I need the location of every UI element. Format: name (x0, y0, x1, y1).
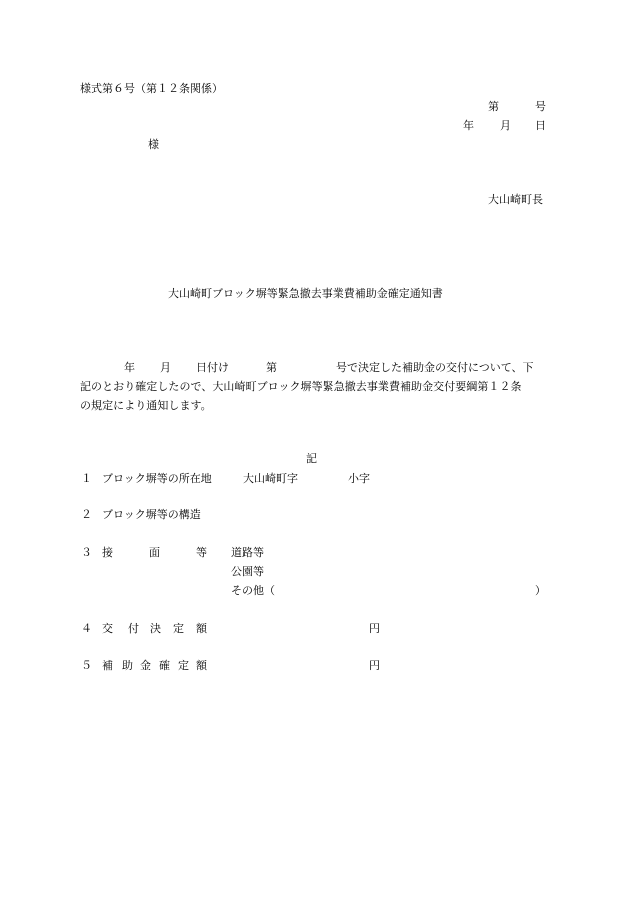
body-line1-rest: 号で決定した補助金の交付について、下 (336, 361, 534, 374)
item4-unit: 円 (369, 622, 380, 635)
item5-label-char: 定 (178, 659, 189, 672)
item4-label-char: 決 (150, 622, 161, 635)
item3-label-char: 接 (102, 546, 113, 559)
item2-label: ブロック塀等の構造 (102, 508, 201, 521)
item5-label-char: 助 (122, 659, 133, 672)
item3-option-road: 道路等 (231, 546, 264, 559)
item4-label-char: 額 (196, 622, 207, 635)
item4-label-char: 付 (128, 622, 139, 635)
item3-number: ３ (81, 546, 92, 559)
item3-label-char: 等 (196, 546, 207, 559)
date-month: 月 (500, 119, 511, 132)
item2-number: ２ (81, 508, 92, 521)
item4-label-char: 定 (173, 622, 184, 635)
item3-option-other: その他（ (231, 584, 275, 597)
item3-other-close: ） (535, 584, 546, 597)
form-label: 様式第６号（第１２条関係） (80, 82, 223, 95)
item5-number: ５ (81, 659, 92, 672)
item4-number: ４ (81, 622, 92, 635)
item1-koaza: 小字 (348, 472, 370, 485)
document-title: 大山崎町ブロック塀等緊急撤去事業費補助金確定通知書 (168, 287, 443, 300)
document-number-suffix: 号 (535, 100, 546, 113)
item5-label-char: 補 (102, 659, 113, 672)
item3-label-char: 面 (149, 546, 160, 559)
item1-town: 大山崎町字 (243, 472, 298, 485)
item5-label-char: 金 (140, 659, 151, 672)
body-line2: 記のとおり確定したので、大山崎町ブロック塀等緊急撤去事業費補助金交付要綱第１２条 (80, 380, 522, 393)
sender-name: 大山崎町長 (488, 193, 543, 206)
body-number-prefix: 第 (266, 361, 277, 374)
ki-mark: 記 (306, 452, 317, 465)
body-dated: 日付け (196, 361, 229, 374)
item1-label: ブロック塀等の所在地 (102, 472, 212, 485)
item1-number: １ (81, 472, 92, 485)
date-day: 日 (535, 119, 546, 132)
document-number-prefix: 第 (488, 100, 499, 113)
date-year: 年 (463, 119, 474, 132)
addressee-suffix: 様 (148, 138, 159, 151)
body-line3: の規定により通知します。 (80, 399, 212, 412)
body-year: 年 (124, 361, 135, 374)
item5-label-char: 額 (196, 659, 207, 672)
item5-unit: 円 (369, 659, 380, 672)
item3-option-park: 公園等 (231, 565, 264, 578)
body-month: 月 (160, 361, 171, 374)
item5-label-char: 確 (159, 659, 170, 672)
item4-label-char: 交 (102, 622, 113, 635)
